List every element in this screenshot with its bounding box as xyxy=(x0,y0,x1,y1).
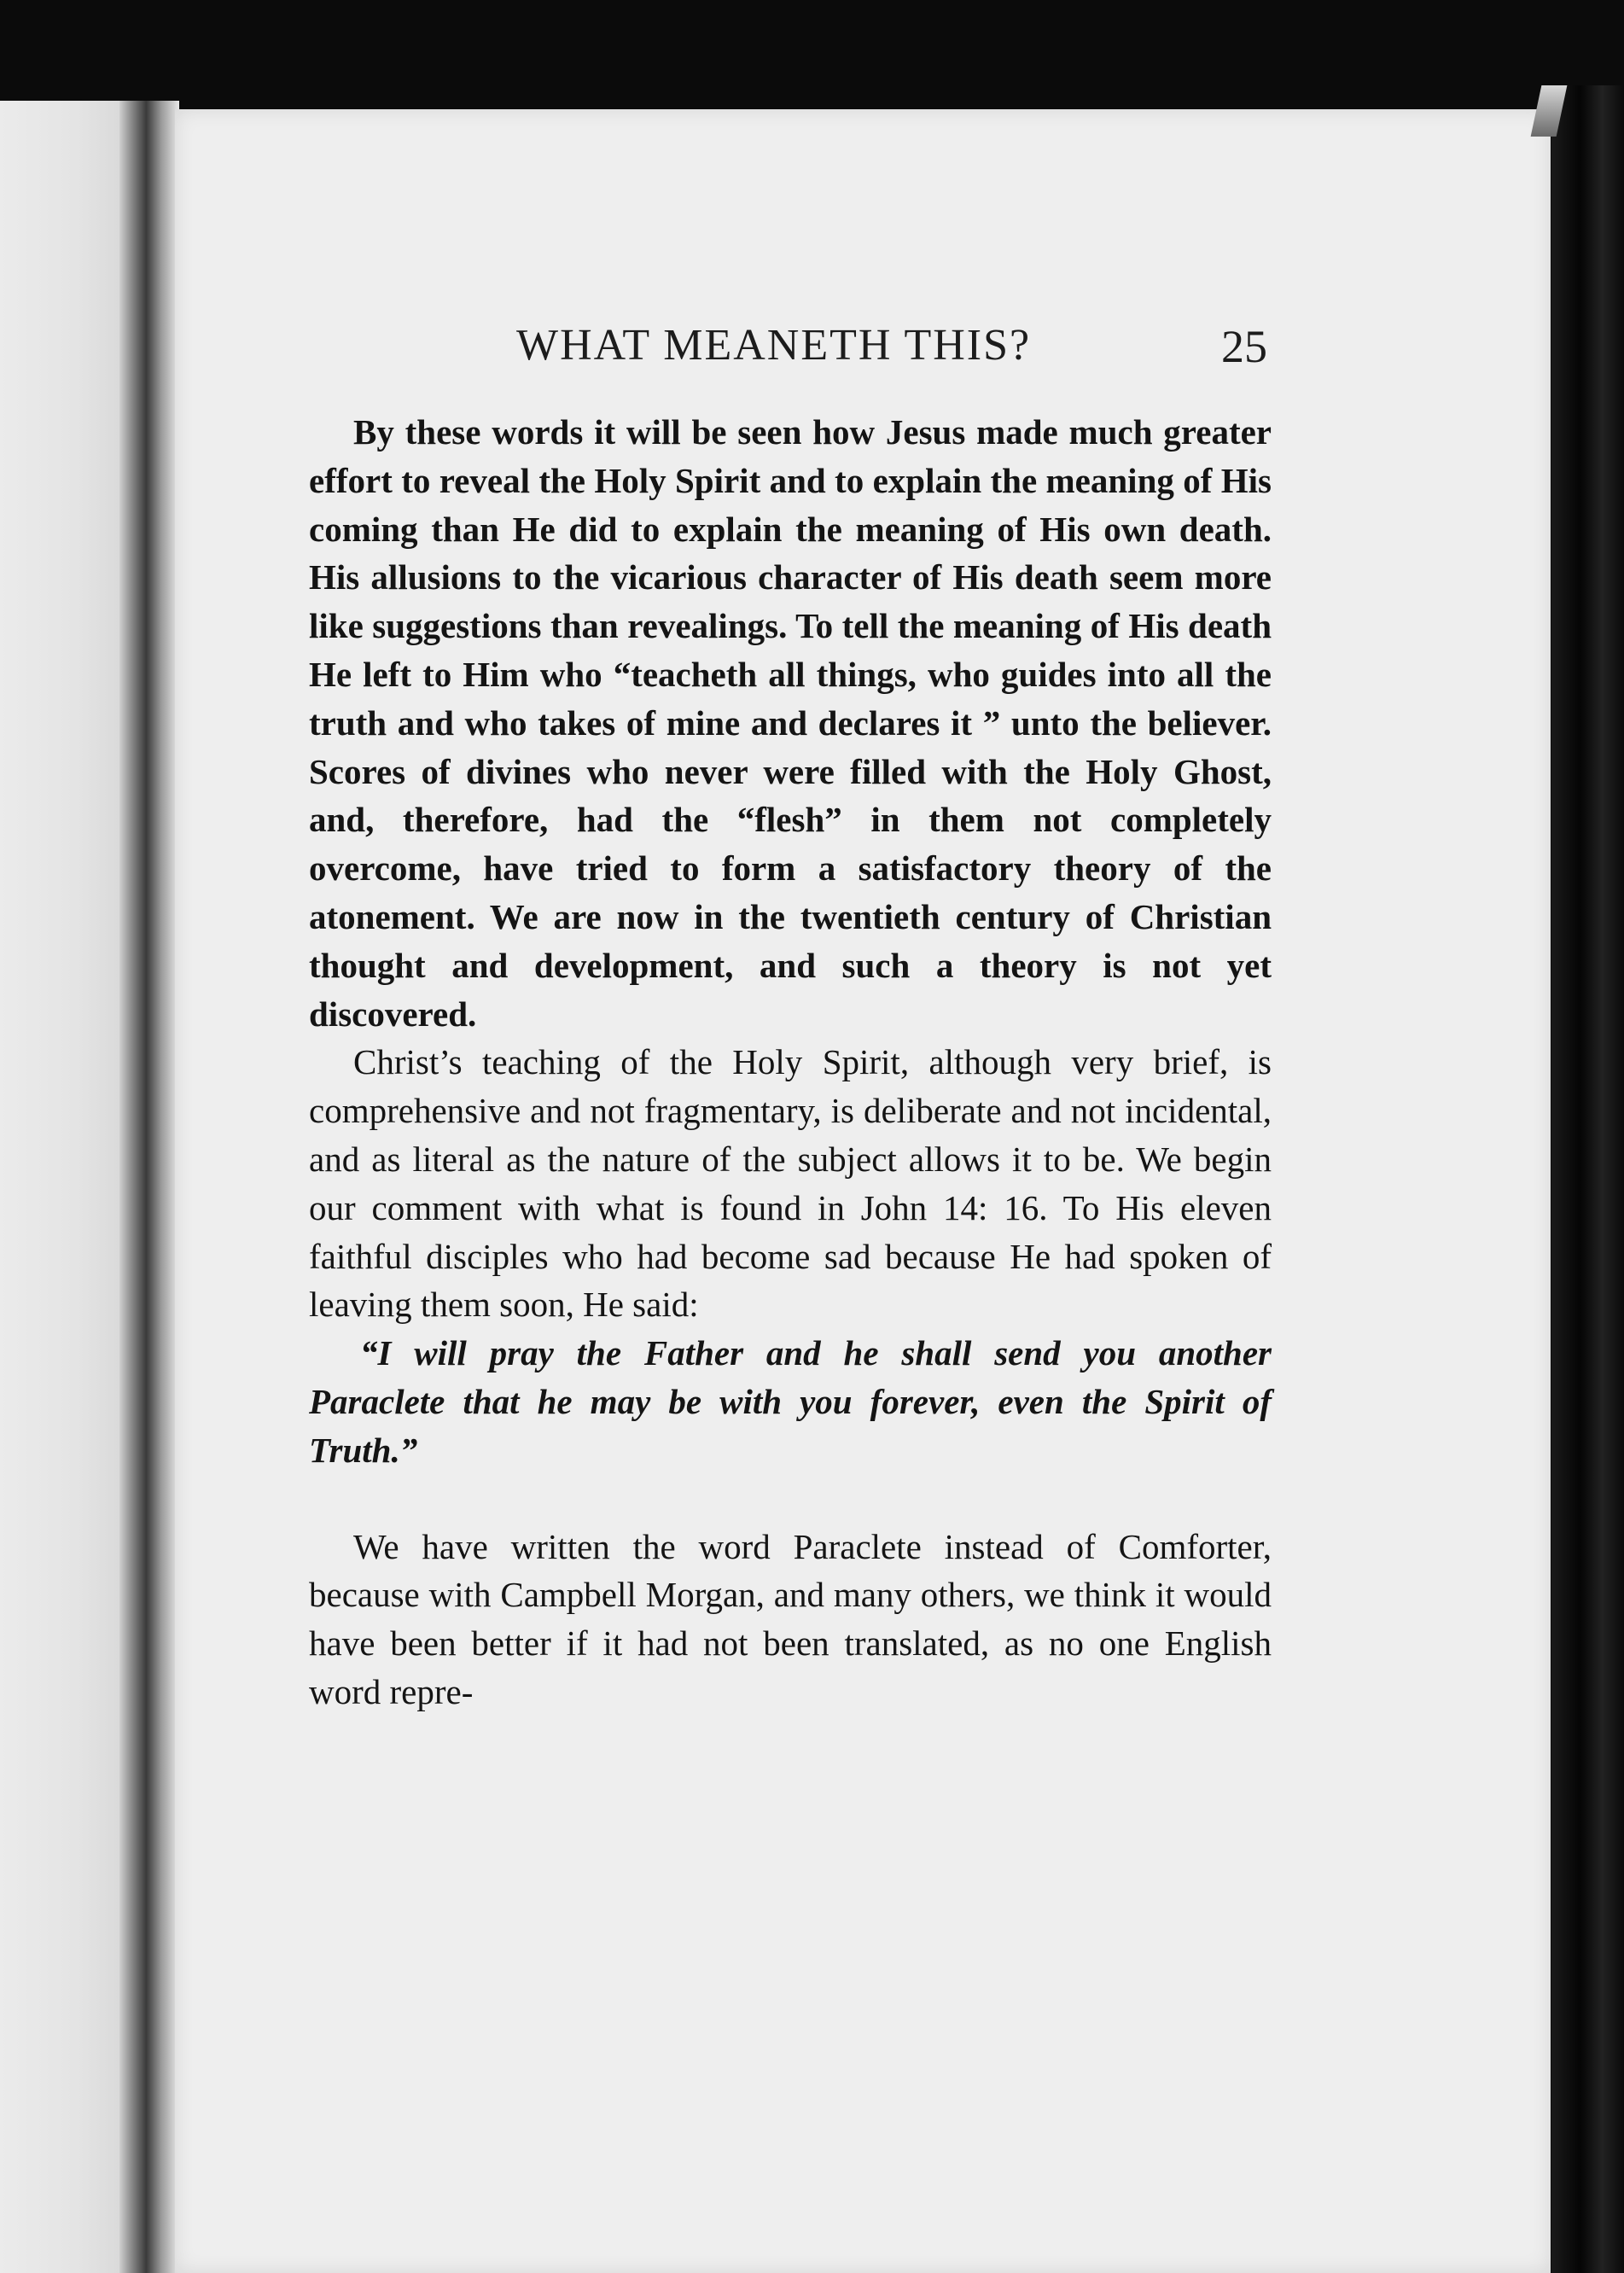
running-title: WHAT MEANETH THIS? xyxy=(516,321,1032,370)
book-cover-edge xyxy=(1551,85,1624,2273)
page-header xyxy=(516,320,1267,388)
paragraph-1: By these words it will be seen how Jesus made much greater effort to reveal the Holy Spirit and to explain the meaning of His coming than He did to explain the meaning of His own death. His allusions to the vicarious character of His death seem more like suggestions than revealings. To tell the meaning of His death He left to Him who “teacheth all things, who guides into all the truth and who takes of mine and declares it ” unto the believer. Scores of divines who never were filled with the Holy Ghost, and, therefore, had the “flesh” in them not completely overcome, have tried to form a satisfactory theory of the atonement. We are now in the twentieth century of Christian thought and development, and such a theory is not yet discovered. xyxy=(309,412,1272,1034)
page-number: 25 xyxy=(1221,321,1267,372)
paragraph-2: Christ’s teaching of the Holy Spirit, although very brief, is comprehensive and not fragmentary, is deliberate and not incidental, and as literal as the nature of the subject allows it to be. We begin our comment with what is found in John 14: 16. To His eleven faithful disciples who had become sad because He had spoken of leaving them soon, He said: xyxy=(309,1042,1272,1325)
page-text xyxy=(309,408,1272,1716)
book-gutter xyxy=(119,101,179,2273)
paragraph-3: We have written the word Paraclete instead of Comforter, because with Campbell Morgan, and many others, we think it would have been better if it had not been translated, as no one English word repre- xyxy=(309,1526,1272,1711)
scripture-quote: “I will pray the Father and he shall send you another Paraclete that he may be with you forever, even the Spirit of Truth.” xyxy=(309,1333,1272,1470)
facing-page-edge xyxy=(0,101,128,2273)
